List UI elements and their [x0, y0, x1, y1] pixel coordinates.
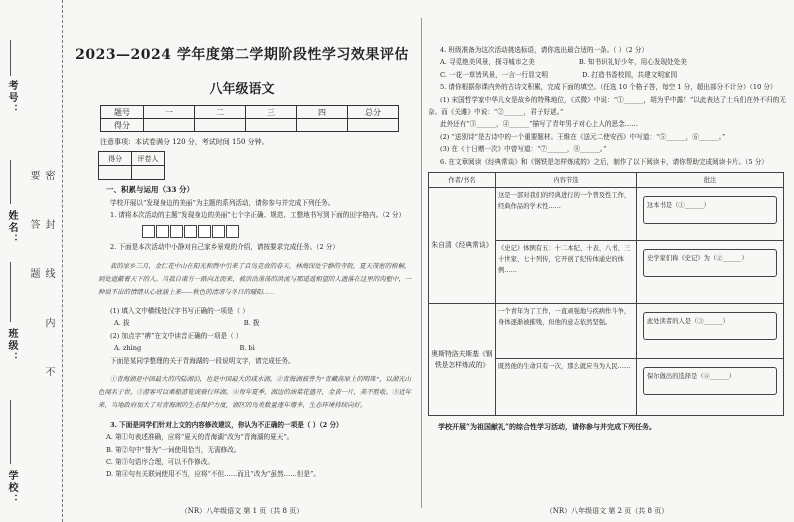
- page-1: [66, 0, 418, 522]
- score-cell[interactable]: [144, 119, 195, 132]
- note-bubble[interactable]: 史学家们称《史记》为（②______）: [643, 249, 777, 277]
- note-cell: [637, 359, 784, 416]
- page-1-footer: （NR）八年级语文 第 1 页（共 8 页）: [180, 507, 304, 515]
- grader-table: [98, 151, 165, 180]
- question-3: 3. 下面是同学们针对上文的内容修改建议，你认为不正确的一项是（ ）（2 分）: [110, 420, 343, 429]
- class-label: 班级：: [6, 328, 17, 364]
- question-3-option[interactable]: D. 第④句有关联词使用不当，应将“不但……而且”改为“虽然……但是”。: [106, 470, 320, 479]
- note-bubble[interactable]: 保尔做出的选择是（④______）: [643, 367, 777, 395]
- question-5-1: (1) 宋国哲学家中华儿女是故乡的特殊地位，《式微》中说：“①______，胡为乎中露！”以此表达了士兵们在外不归的无奈。而《关雎》中说：“②______，君子好逑。”: [428, 95, 786, 117]
- class-line: [10, 262, 11, 322]
- question-5: 5. 请你根据你课内外的古诗文积累，完成下面的填空。（任选 10 个格子答，每空 1 分，超出部分不计分）（10 分）: [440, 83, 777, 92]
- question-1: 1. 请将本次活动的主题“发现身边的美丽”七个字正确、规范、工整地书写到下面的田字格内。（2 分）: [110, 211, 406, 220]
- question-2-1-options: [66, 317, 418, 329]
- final-task-text: 学校开展“为祖国献礼”的综合性学习活动，请你参与并完成下列任务。: [438, 422, 657, 432]
- question-3-option[interactable]: C. 第③句语序合理，可以不作修改。: [106, 458, 214, 467]
- section-heading: 一、积累与运用（33 分）: [106, 185, 195, 194]
- name-line: [10, 160, 11, 204]
- exam-subtitle: 八年级语文: [209, 82, 275, 97]
- author-cell: 奥斯特洛夫斯基《钢铁是怎样炼成的》: [429, 304, 496, 416]
- author-cell: 朱自清《经典常谈》: [429, 188, 496, 304]
- exam-title: 2023—2024 学年度第二学期阶段性学习效果评估: [75, 47, 409, 63]
- question-2: 2. 下面是本次活动中小静对自己家乡景观的介绍，请按要求完成任务。（2 分）: [110, 242, 339, 251]
- option-b[interactable]: B. 拨: [243, 319, 260, 328]
- score-header-cell: 四: [297, 106, 348, 119]
- option-a[interactable]: A. zhìng: [114, 344, 142, 353]
- question-5-2: 此外还有“③______，④______”描写了青年男子对心上人的思念……: [440, 120, 638, 129]
- option-d[interactable]: D. 打造书香校园，共建文明家园: [582, 70, 678, 79]
- question-2-2: (2) 加点字“痹”在文中读音正确的一项是（ ）: [110, 331, 243, 340]
- table-header: 作者/书名: [429, 173, 496, 188]
- grader-name-label: 评卷人: [132, 152, 165, 166]
- score-header-cell: 一: [144, 106, 195, 119]
- grid-cell[interactable]: [170, 225, 183, 238]
- question-4: 4. 班级准备为这次活动挑选标语，请你选出最合适的一条。（ ）（2 分）: [440, 46, 648, 54]
- score-cell[interactable]: [348, 119, 399, 132]
- score-header-cell: 三: [246, 106, 297, 119]
- note-bubble[interactable]: 此处读者的人是（③______）: [643, 312, 777, 340]
- reading-card-table: [428, 172, 784, 416]
- note-cell: [637, 241, 784, 304]
- option-b[interactable]: B. 知书识礼好少年，用心发现处处美: [578, 58, 687, 67]
- page-2-footer: （NR）八年级语文 第 2 页（共 8 页）: [545, 507, 669, 515]
- question-4-options-row-1: [424, 56, 790, 68]
- seal-text: 密 封 线 内 不 要 答 题: [28, 170, 54, 395]
- grader-name-cell[interactable]: [132, 166, 165, 180]
- question-3-intro: 下面是某同学整理的关于青海湖的一段说明文字，请完成任务。: [110, 356, 295, 365]
- table-row: [429, 188, 784, 241]
- excerpt-cell: 这是一部对我们的经典进行的一个普及性工作，经典作品的学术性……: [496, 188, 637, 241]
- question-5-3: (2) “送别诗”是古诗中的一个重要题材。王维在《送元二使安西》中写道：“⑤______，⑥______。”: [440, 132, 726, 141]
- school-line: [10, 400, 11, 464]
- name-label: 姓名：: [6, 210, 17, 246]
- grid-cell[interactable]: [142, 225, 155, 238]
- table-row: [429, 304, 784, 359]
- score-label-cell: 得分: [101, 119, 144, 132]
- exam-note: 注意事项：本试卷满分 120 分，考试时间 150 分钟。: [100, 138, 269, 146]
- question-4-options-row-2: [424, 69, 790, 81]
- writing-grid[interactable]: [142, 225, 418, 238]
- school-label: 学校：: [6, 470, 17, 506]
- student-id-label: 考号：: [6, 80, 17, 116]
- note-cell: [637, 188, 784, 241]
- option-c[interactable]: C. 一花一草皆风景，一言一行显文明: [440, 70, 548, 79]
- question-3-option[interactable]: B. 第②句中“誉为”一词使用恰当，无需修改。: [106, 445, 241, 454]
- question-6: 6. 在文章阅读《经典常谈》和《钢铁是怎样炼成的》之后，制作了以下阅读卡，请你帮助完成阅读卡片。（5 分）: [440, 157, 768, 166]
- student-id-line: [10, 40, 11, 76]
- score-cell[interactable]: [297, 119, 348, 132]
- excerpt-cell: 一个青年为了工作，一直顽强地与疾病作斗争，身体逐渐被摧残，但他的意志依然坚强。: [496, 304, 637, 359]
- excerpt-cell: 既然他的生命只有一次，那么就应当为人民……: [496, 359, 637, 416]
- question-3-option[interactable]: A. 第①句表述准确，应将“夏天的青海湖”改为“青海湖的夏天”。: [106, 433, 294, 442]
- score-header-cell: 总分: [348, 106, 399, 119]
- table-header: 批注: [637, 173, 784, 188]
- score-cell[interactable]: [195, 119, 246, 132]
- note-cell: [637, 304, 784, 359]
- question-5-4: (3) 在《十日赠一次》中曾写道：“⑦______，⑧______。”: [440, 145, 607, 154]
- note-bubble[interactable]: 这本书是（①______）: [643, 196, 777, 224]
- question-2-1: (1) 填入文中横线处汉字书写正确的一项是（ ）: [110, 307, 249, 315]
- passage-2: ①青海湖是中国最大的内陆湖泊，也是中国最大的咸水湖。②青海湖被誉为“青藏高原上的明珠”，以湖光山色闻名于世。③游客可以乘船游览或骑行环湖。④每年夏季，湖边的油菜花盛开，金黄一片，美不胜收。⑤近年来，当地政府加大了对青海湖的生态保护力度，湖区的鸟类数量逐年增多，生态环境持续向好。: [98, 376, 412, 410]
- score-cell[interactable]: [246, 119, 297, 132]
- binding-strip: [0, 0, 63, 522]
- grid-cell[interactable]: [156, 225, 169, 238]
- option-a[interactable]: A. 寻觅绝美风景，探寻城市之美: [440, 58, 535, 67]
- score-header-cell: 二: [195, 106, 246, 119]
- score-header-cell: 题号: [101, 106, 144, 119]
- grid-cell[interactable]: [226, 225, 239, 238]
- score-table: [100, 105, 399, 132]
- table-header: 内容节选: [496, 173, 637, 188]
- option-a[interactable]: A. 拔: [114, 319, 130, 328]
- excerpt-cell: 《史记》体例有五：十二本纪、十表、八书、三十世家、七十列传，它开创了纪传体通史的体例……: [496, 241, 637, 304]
- grader-score-label: 得分: [99, 152, 132, 166]
- passage-1: 我的家乡三月，金仁花中山在阳光和煦中引来了百鸟竞放的春天，林海深处宁静的寺院，夏天茂密的梧桐，到处遮蔽着天下的人。当我自南方一路向北而来，被浩浩荡荡的洪流与那遥遥相望的人遗落在这里的沟壑中，一种说不出的情绪从心底涌上来——秋色的清凉与冬日的暖阳……: [98, 262, 412, 296]
- intro-text: 学校开展以“发现身边的美丽”为主题的系列活动，请你参与并完成下列任务。: [110, 199, 335, 207]
- page-divider: [421, 18, 422, 508]
- grader-score-cell[interactable]: [99, 166, 132, 180]
- question-2-2-options: [66, 342, 418, 354]
- option-b[interactable]: B. bì: [239, 344, 255, 353]
- grid-cell[interactable]: [184, 225, 197, 238]
- page-2: [424, 0, 790, 522]
- grid-cell[interactable]: [198, 225, 211, 238]
- grid-cell[interactable]: [212, 225, 225, 238]
